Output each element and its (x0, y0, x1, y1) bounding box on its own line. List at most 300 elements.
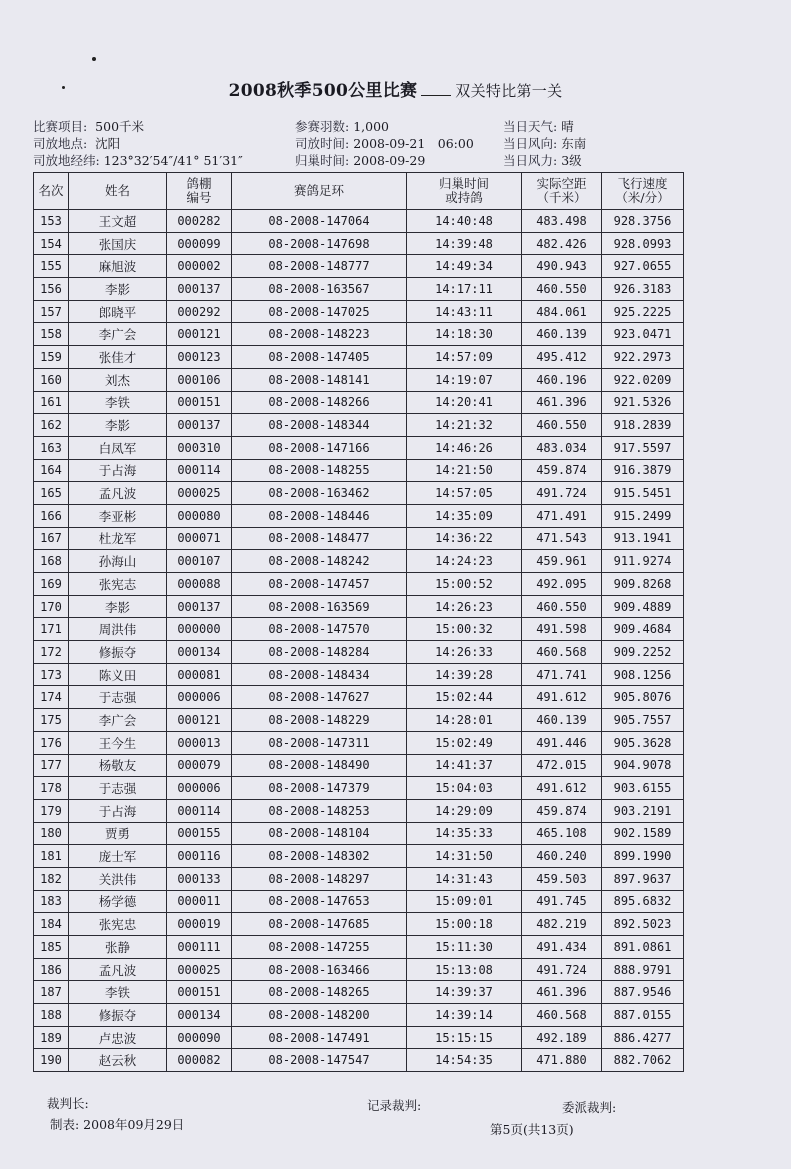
cell-dist: 492.095 (522, 573, 602, 596)
table-row (34, 504, 684, 527)
scan-speck (92, 57, 96, 61)
cell-speed: 892.5023 (602, 913, 684, 936)
cell-rank: 156 (34, 278, 69, 301)
cell-ring: 08-2008-147255 (232, 936, 407, 959)
cell-ring: 08-2008-148777 (232, 255, 407, 278)
cell-ring: 08-2008-147653 (232, 890, 407, 913)
title-main: 2008秋季500公里比赛 (228, 81, 418, 101)
cell-ring: 08-2008-148200 (232, 1004, 407, 1027)
cell-time: 14:31:43 (407, 867, 522, 890)
cell-dist: 491.612 (522, 686, 602, 709)
cell-speed: 921.5326 (602, 391, 684, 414)
cell-rank: 159 (34, 346, 69, 369)
col-header-speed: 飞行速度 （米/分） (602, 173, 684, 210)
cell-speed: 909.4889 (602, 595, 684, 618)
cell-time: 14:29:09 (407, 799, 522, 822)
table-row (34, 845, 684, 868)
cell-dist: 492.189 (522, 1026, 602, 1049)
cell-ring: 08-2008-147698 (232, 232, 407, 255)
cell-loft: 000137 (167, 278, 232, 301)
cell-name: 李广会 (69, 323, 167, 346)
cell-rank: 153 (34, 210, 69, 233)
cell-time: 14:24:23 (407, 550, 522, 573)
cell-ring: 08-2008-148104 (232, 822, 407, 845)
cell-speed: 905.7557 (602, 709, 684, 732)
cell-rank: 154 (34, 232, 69, 255)
cell-ring: 08-2008-163466 (232, 958, 407, 981)
cell-speed: 922.0209 (602, 368, 684, 391)
cell-speed: 913.1941 (602, 527, 684, 550)
cell-time: 14:21:50 (407, 459, 522, 482)
info-label: 司放地点: (33, 136, 88, 151)
info-value: 沈阳 (95, 136, 121, 151)
cell-name: 杨学德 (69, 890, 167, 913)
cell-speed: 903.6155 (602, 777, 684, 800)
cell-loft: 000155 (167, 822, 232, 845)
cell-time: 15:09:01 (407, 890, 522, 913)
cell-dist: 471.741 (522, 663, 602, 686)
cell-speed: 909.2252 (602, 641, 684, 664)
cell-loft: 000088 (167, 573, 232, 596)
cell-dist: 465.108 (522, 822, 602, 845)
table-row (34, 890, 684, 913)
table-row (34, 573, 684, 596)
cell-name: 王文超 (69, 210, 167, 233)
cell-rank: 172 (34, 641, 69, 664)
info-label: 当日风力: (503, 153, 558, 168)
cell-name: 于志强 (69, 777, 167, 800)
page-number: 第5页(共13页) (490, 1122, 574, 1137)
cell-name: 周洪伟 (69, 618, 167, 641)
page-title (0, 76, 791, 101)
cell-speed: 928.3756 (602, 210, 684, 233)
cell-time: 15:02:44 (407, 686, 522, 709)
cell-rank: 161 (34, 391, 69, 414)
info-label: 当日天气: (503, 119, 558, 134)
cell-name: 孙海山 (69, 550, 167, 573)
cell-speed: 927.0655 (602, 255, 684, 278)
cell-dist: 495.412 (522, 346, 602, 369)
cell-speed: 888.9791 (602, 958, 684, 981)
cell-ring: 08-2008-148255 (232, 459, 407, 482)
table-row (34, 822, 684, 845)
cell-dist: 491.434 (522, 936, 602, 959)
cell-dist: 460.139 (522, 323, 602, 346)
cell-rank: 184 (34, 913, 69, 936)
cell-speed: 911.9274 (602, 550, 684, 573)
info-value: 东南 (561, 136, 587, 151)
cell-ring: 08-2008-147166 (232, 436, 407, 459)
table-row (34, 210, 684, 233)
cell-speed: 882.7062 (602, 1049, 684, 1072)
cell-name: 于志强 (69, 686, 167, 709)
table-row (34, 368, 684, 391)
table-row (34, 459, 684, 482)
cell-name: 麻旭波 (69, 255, 167, 278)
cell-name: 贾勇 (69, 822, 167, 845)
info-value: 500千米 (95, 119, 145, 134)
cell-speed: 928.0993 (602, 232, 684, 255)
cell-time: 15:04:03 (407, 777, 522, 800)
table-row (34, 482, 684, 505)
cell-speed: 902.1589 (602, 822, 684, 845)
cell-rank: 180 (34, 822, 69, 845)
cell-loft: 000013 (167, 731, 232, 754)
cell-dist: 461.396 (522, 981, 602, 1004)
table-row (34, 300, 684, 323)
results-table (33, 172, 684, 1072)
table-row (34, 550, 684, 573)
cell-ring: 08-2008-148265 (232, 981, 407, 1004)
cell-loft: 000116 (167, 845, 232, 868)
cell-dist: 460.196 (522, 368, 602, 391)
cell-dist: 471.880 (522, 1049, 602, 1072)
cell-loft: 000000 (167, 618, 232, 641)
cell-rank: 183 (34, 890, 69, 913)
cell-rank: 175 (34, 709, 69, 732)
cell-time: 14:39:28 (407, 663, 522, 686)
cell-time: 14:20:41 (407, 391, 522, 414)
cell-dist: 491.446 (522, 731, 602, 754)
cell-loft: 000011 (167, 890, 232, 913)
cell-dist: 472.015 (522, 754, 602, 777)
cell-loft: 000123 (167, 346, 232, 369)
cell-name: 修振夺 (69, 641, 167, 664)
cell-ring: 08-2008-148446 (232, 504, 407, 527)
cell-name: 赵云秋 (69, 1049, 167, 1072)
cell-ring: 08-2008-147025 (232, 300, 407, 323)
cell-loft: 000079 (167, 754, 232, 777)
cell-time: 15:00:52 (407, 573, 522, 596)
cell-time: 15:13:08 (407, 958, 522, 981)
cell-name: 张宪志 (69, 573, 167, 596)
table-row (34, 709, 684, 732)
info-label: 司放时间: (295, 136, 350, 151)
cell-time: 14:35:33 (407, 822, 522, 845)
cell-name: 李影 (69, 595, 167, 618)
cell-time: 14:54:35 (407, 1049, 522, 1072)
cell-time: 14:18:30 (407, 323, 522, 346)
cell-rank: 189 (34, 1026, 69, 1049)
cell-name: 庞士军 (69, 845, 167, 868)
cell-rank: 190 (34, 1049, 69, 1072)
cell-time: 14:39:48 (407, 232, 522, 255)
cell-rank: 179 (34, 799, 69, 822)
cell-loft: 000080 (167, 504, 232, 527)
info-value: 晴 (561, 119, 574, 134)
cell-loft: 000090 (167, 1026, 232, 1049)
cell-dist: 484.061 (522, 300, 602, 323)
info-label: 当日风向: (503, 136, 558, 151)
cell-name: 李影 (69, 278, 167, 301)
cell-time: 15:11:30 (407, 936, 522, 959)
cell-loft: 000071 (167, 527, 232, 550)
table-row (34, 981, 684, 1004)
info-value: 123°32′54″/41° 51′31″ (103, 153, 243, 168)
table-row (34, 618, 684, 641)
cell-speed: 897.9637 (602, 867, 684, 890)
cell-speed: 926.3183 (602, 278, 684, 301)
cell-dist: 490.943 (522, 255, 602, 278)
cell-time: 14:26:33 (407, 641, 522, 664)
cell-name: 修振夺 (69, 1004, 167, 1027)
table-row (34, 391, 684, 414)
cell-time: 14:35:09 (407, 504, 522, 527)
cell-dist: 460.240 (522, 845, 602, 868)
table-header-row (34, 173, 684, 210)
cell-loft: 000292 (167, 300, 232, 323)
cell-name: 李铁 (69, 981, 167, 1004)
table-row (34, 777, 684, 800)
col-header-time: 归巢时间 或持鸽 (407, 173, 522, 210)
info-row (33, 135, 763, 152)
cell-ring: 08-2008-148284 (232, 641, 407, 664)
title-underline (421, 95, 451, 96)
cell-time: 14:26:23 (407, 595, 522, 618)
cell-dist: 461.396 (522, 391, 602, 414)
cell-dist: 483.498 (522, 210, 602, 233)
cell-time: 14:19:07 (407, 368, 522, 391)
cell-rank: 155 (34, 255, 69, 278)
cell-loft: 000114 (167, 799, 232, 822)
col-header-rank: 名次 (34, 173, 69, 210)
cell-speed: 904.9078 (602, 754, 684, 777)
table-row (34, 323, 684, 346)
cell-rank: 182 (34, 867, 69, 890)
cell-ring: 08-2008-147311 (232, 731, 407, 754)
cell-rank: 181 (34, 845, 69, 868)
cell-loft: 000310 (167, 436, 232, 459)
cell-dist: 460.139 (522, 709, 602, 732)
cell-dist: 460.550 (522, 278, 602, 301)
cell-dist: 460.568 (522, 641, 602, 664)
cell-loft: 000151 (167, 391, 232, 414)
cell-ring: 08-2008-148141 (232, 368, 407, 391)
cell-ring: 08-2008-148434 (232, 663, 407, 686)
table-row (34, 799, 684, 822)
cell-time: 14:46:26 (407, 436, 522, 459)
cell-loft: 000121 (167, 323, 232, 346)
table-row (34, 278, 684, 301)
cell-ring: 08-2008-147570 (232, 618, 407, 641)
cell-speed: 916.3879 (602, 459, 684, 482)
info-value: 1,000 (353, 119, 389, 134)
info-label: 司放地经纬: (33, 153, 100, 168)
col-header-loft: 鸽棚 编号 (167, 173, 232, 210)
cell-dist: 491.745 (522, 890, 602, 913)
title-sub: 双关特比第一关 (455, 82, 563, 100)
table-body (34, 210, 684, 1072)
cell-loft: 000133 (167, 867, 232, 890)
cell-time: 14:17:11 (407, 278, 522, 301)
info-label: 比赛项目: (33, 119, 88, 134)
cell-name: 孟凡波 (69, 958, 167, 981)
cell-speed: 887.9546 (602, 981, 684, 1004)
cell-dist: 491.724 (522, 958, 602, 981)
cell-name: 张静 (69, 936, 167, 959)
table-row (34, 641, 684, 664)
cell-name: 孟凡波 (69, 482, 167, 505)
cell-dist: 483.034 (522, 436, 602, 459)
cell-rank: 174 (34, 686, 69, 709)
cell-dist: 482.219 (522, 913, 602, 936)
cell-rank: 171 (34, 618, 69, 641)
cell-name: 杨敬友 (69, 754, 167, 777)
cell-ring: 08-2008-148229 (232, 709, 407, 732)
cell-loft: 000025 (167, 958, 232, 981)
cell-name: 卢忠波 (69, 1026, 167, 1049)
info-row (33, 118, 763, 135)
cell-ring: 08-2008-148266 (232, 391, 407, 414)
cell-rank: 187 (34, 981, 69, 1004)
cell-name: 于占海 (69, 799, 167, 822)
cell-time: 14:21:32 (407, 414, 522, 437)
cell-time: 15:15:15 (407, 1026, 522, 1049)
cell-time: 14:49:34 (407, 255, 522, 278)
cell-loft: 000114 (167, 459, 232, 482)
cell-ring: 08-2008-163569 (232, 595, 407, 618)
info-row (33, 152, 763, 169)
cell-ring: 08-2008-163462 (232, 482, 407, 505)
cell-rank: 177 (34, 754, 69, 777)
cell-loft: 000134 (167, 1004, 232, 1027)
cell-speed: 923.0471 (602, 323, 684, 346)
cell-loft: 000282 (167, 210, 232, 233)
cell-rank: 185 (34, 936, 69, 959)
cell-rank: 166 (34, 504, 69, 527)
cell-rank: 164 (34, 459, 69, 482)
cell-rank: 158 (34, 323, 69, 346)
cell-ring: 08-2008-148302 (232, 845, 407, 868)
cell-name: 郎晓平 (69, 300, 167, 323)
cell-dist: 482.426 (522, 232, 602, 255)
cell-speed: 905.8076 (602, 686, 684, 709)
cell-time: 14:43:11 (407, 300, 522, 323)
cell-dist: 460.568 (522, 1004, 602, 1027)
cell-time: 15:00:18 (407, 913, 522, 936)
cell-dist: 459.503 (522, 867, 602, 890)
cell-loft: 000082 (167, 1049, 232, 1072)
cell-ring: 08-2008-147491 (232, 1026, 407, 1049)
table-row (34, 1026, 684, 1049)
cell-dist: 459.961 (522, 550, 602, 573)
table-row (34, 731, 684, 754)
cell-loft: 000121 (167, 709, 232, 732)
cell-speed: 887.0155 (602, 1004, 684, 1027)
cell-time: 14:39:14 (407, 1004, 522, 1027)
cell-rank: 173 (34, 663, 69, 686)
cell-rank: 178 (34, 777, 69, 800)
cell-name: 刘杰 (69, 368, 167, 391)
cell-ring: 08-2008-147379 (232, 777, 407, 800)
cell-ring: 08-2008-148297 (232, 867, 407, 890)
table-row (34, 936, 684, 959)
cell-speed: 891.0861 (602, 936, 684, 959)
assigned-judge-label: 委派裁判: (562, 1100, 617, 1115)
cell-name: 关洪伟 (69, 867, 167, 890)
cell-speed: 915.5451 (602, 482, 684, 505)
info-value: 2008-09-21 06:00 (353, 136, 474, 151)
cell-time: 14:57:05 (407, 482, 522, 505)
cell-speed: 903.2191 (602, 799, 684, 822)
cell-loft: 000151 (167, 981, 232, 1004)
cell-dist: 459.874 (522, 459, 602, 482)
cell-ring: 08-2008-148477 (232, 527, 407, 550)
cell-dist: 460.550 (522, 595, 602, 618)
cell-loft: 000081 (167, 663, 232, 686)
table-row (34, 232, 684, 255)
cell-rank: 160 (34, 368, 69, 391)
chief-judge-label: 裁判长: (47, 1096, 89, 1111)
cell-name: 李铁 (69, 391, 167, 414)
cell-name: 陈义田 (69, 663, 167, 686)
race-info (33, 118, 763, 169)
cell-dist: 460.550 (522, 414, 602, 437)
cell-ring: 08-2008-148253 (232, 799, 407, 822)
cell-rank: 165 (34, 482, 69, 505)
cell-rank: 186 (34, 958, 69, 981)
cell-ring: 08-2008-163567 (232, 278, 407, 301)
cell-time: 14:57:09 (407, 346, 522, 369)
cell-loft: 000111 (167, 936, 232, 959)
cell-name: 杜龙军 (69, 527, 167, 550)
cell-speed: 908.1256 (602, 663, 684, 686)
table-row (34, 255, 684, 278)
cell-speed: 895.6832 (602, 890, 684, 913)
cell-ring: 08-2008-148344 (232, 414, 407, 437)
cell-time: 14:28:01 (407, 709, 522, 732)
table-row (34, 1004, 684, 1027)
cell-loft: 000002 (167, 255, 232, 278)
cell-time: 14:31:50 (407, 845, 522, 868)
cell-time: 15:00:32 (407, 618, 522, 641)
cell-ring: 08-2008-147064 (232, 210, 407, 233)
cell-loft: 000025 (167, 482, 232, 505)
info-label: 参赛羽数: (295, 119, 350, 134)
cell-speed: 905.3628 (602, 731, 684, 754)
table-row (34, 663, 684, 686)
cell-dist: 491.724 (522, 482, 602, 505)
prepared-date: 制表: 2008年09月29日 (50, 1117, 185, 1132)
cell-loft: 000019 (167, 913, 232, 936)
info-value: 3级 (561, 153, 582, 168)
cell-dist: 459.874 (522, 799, 602, 822)
table-row (34, 346, 684, 369)
cell-speed: 886.4277 (602, 1026, 684, 1049)
cell-ring: 08-2008-148242 (232, 550, 407, 573)
table-row (34, 436, 684, 459)
cell-dist: 491.598 (522, 618, 602, 641)
cell-speed: 909.4684 (602, 618, 684, 641)
cell-ring: 08-2008-148223 (232, 323, 407, 346)
cell-name: 张佳才 (69, 346, 167, 369)
table-row (34, 527, 684, 550)
cell-dist: 471.543 (522, 527, 602, 550)
cell-time: 14:36:22 (407, 527, 522, 550)
cell-name: 张国庆 (69, 232, 167, 255)
cell-ring: 08-2008-147405 (232, 346, 407, 369)
cell-rank: 163 (34, 436, 69, 459)
cell-rank: 162 (34, 414, 69, 437)
cell-name: 张宪忠 (69, 913, 167, 936)
cell-rank: 170 (34, 595, 69, 618)
cell-rank: 167 (34, 527, 69, 550)
cell-loft: 000137 (167, 414, 232, 437)
cell-loft: 000107 (167, 550, 232, 573)
cell-loft: 000006 (167, 686, 232, 709)
cell-speed: 899.1990 (602, 845, 684, 868)
cell-name: 李影 (69, 414, 167, 437)
